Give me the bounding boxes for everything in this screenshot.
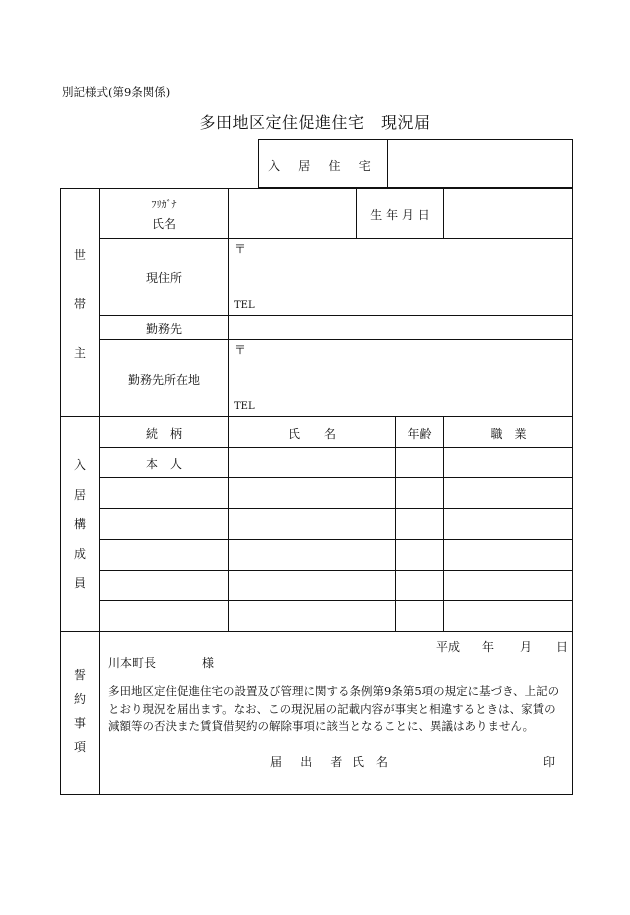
- pledge-label-4: 項: [73, 740, 86, 754]
- divider: [228, 416, 229, 631]
- honorific: 様: [202, 656, 215, 670]
- employer-address-field[interactable]: [252, 341, 568, 397]
- employer-postal-mark: 〒: [234, 343, 247, 357]
- employer-tel-label: TEL: [234, 401, 255, 412]
- divider: [99, 600, 573, 601]
- divider: [60, 416, 573, 417]
- divider: [443, 416, 444, 631]
- divider: [60, 631, 573, 632]
- pledge-label-3: 事: [73, 716, 86, 730]
- employer-label: 勤務先: [145, 322, 182, 336]
- postal-mark: 〒: [234, 242, 247, 256]
- divider: [99, 339, 573, 340]
- divider: [443, 188, 444, 238]
- statement-line: 多田地区定住促進住宅の設置及び管理に関する条例第9条第5項の規定に基づき、上記の: [108, 684, 560, 698]
- members-label-2: 居: [73, 488, 86, 502]
- pledge-label-2: 約: [73, 692, 86, 706]
- statement-line: 減額等の否決また賃貸借契約の解除事項に該当となることに、異議はありません。: [108, 719, 535, 733]
- date-year: 年: [482, 640, 495, 654]
- members-label-1: 入: [73, 458, 86, 472]
- birthdate-label: 生 年 月 日: [370, 208, 430, 222]
- page-title: 多田地区定住促進住宅 現況届: [199, 113, 431, 132]
- date-month: 月: [520, 640, 533, 654]
- header-relation: 続 柄: [145, 427, 182, 441]
- furigana-label: ﾌﾘｶﾞﾅ: [151, 200, 177, 211]
- members-label-4: 成: [73, 547, 86, 561]
- form-note: 別記様式(第9条関係): [62, 85, 171, 99]
- address-field[interactable]: [252, 240, 568, 296]
- members-label-5: 員: [73, 576, 86, 590]
- tel-label: TEL: [234, 300, 255, 311]
- divider: [395, 416, 396, 631]
- date-day: 日: [556, 640, 569, 654]
- divider: [228, 188, 229, 416]
- divider: [99, 570, 573, 571]
- header-name: 氏 名: [287, 427, 336, 441]
- header-occupation: 職 業: [490, 427, 527, 441]
- addressee: 川本町長: [108, 656, 157, 670]
- divider: [387, 139, 388, 188]
- employer-address-label: 勤務先所在地: [127, 373, 200, 387]
- divider: [99, 447, 573, 448]
- header-age: 年齢: [407, 427, 432, 441]
- member-relation[interactable]: 本 人: [145, 457, 182, 471]
- date-era: 平成: [436, 640, 461, 654]
- pledge-statement: [108, 683, 568, 736]
- divider: [99, 238, 573, 239]
- address-label: 現住所: [145, 271, 182, 285]
- pledge-label-1: 誓: [73, 668, 86, 682]
- householder-label-2: 帯: [73, 297, 86, 311]
- notifier-label: 届 出 者: [270, 755, 350, 769]
- name-label: 氏名: [151, 217, 176, 231]
- divider: [99, 477, 573, 478]
- divider: [99, 315, 573, 316]
- notifier-name-label: 氏 名: [352, 755, 389, 769]
- divider: [99, 508, 573, 509]
- divider: [99, 539, 573, 540]
- seal-mark: 印: [543, 755, 556, 769]
- members-label-3: 構: [73, 517, 86, 531]
- householder-label-3: 主: [73, 346, 86, 360]
- statement-line: とおり現況を届出ます。なお、この現況届の記載内容が事実と相違するときは、家賃の: [108, 701, 556, 716]
- householder-label-1: 世: [73, 248, 86, 262]
- residence-label: 入 居 住 宅: [268, 159, 378, 173]
